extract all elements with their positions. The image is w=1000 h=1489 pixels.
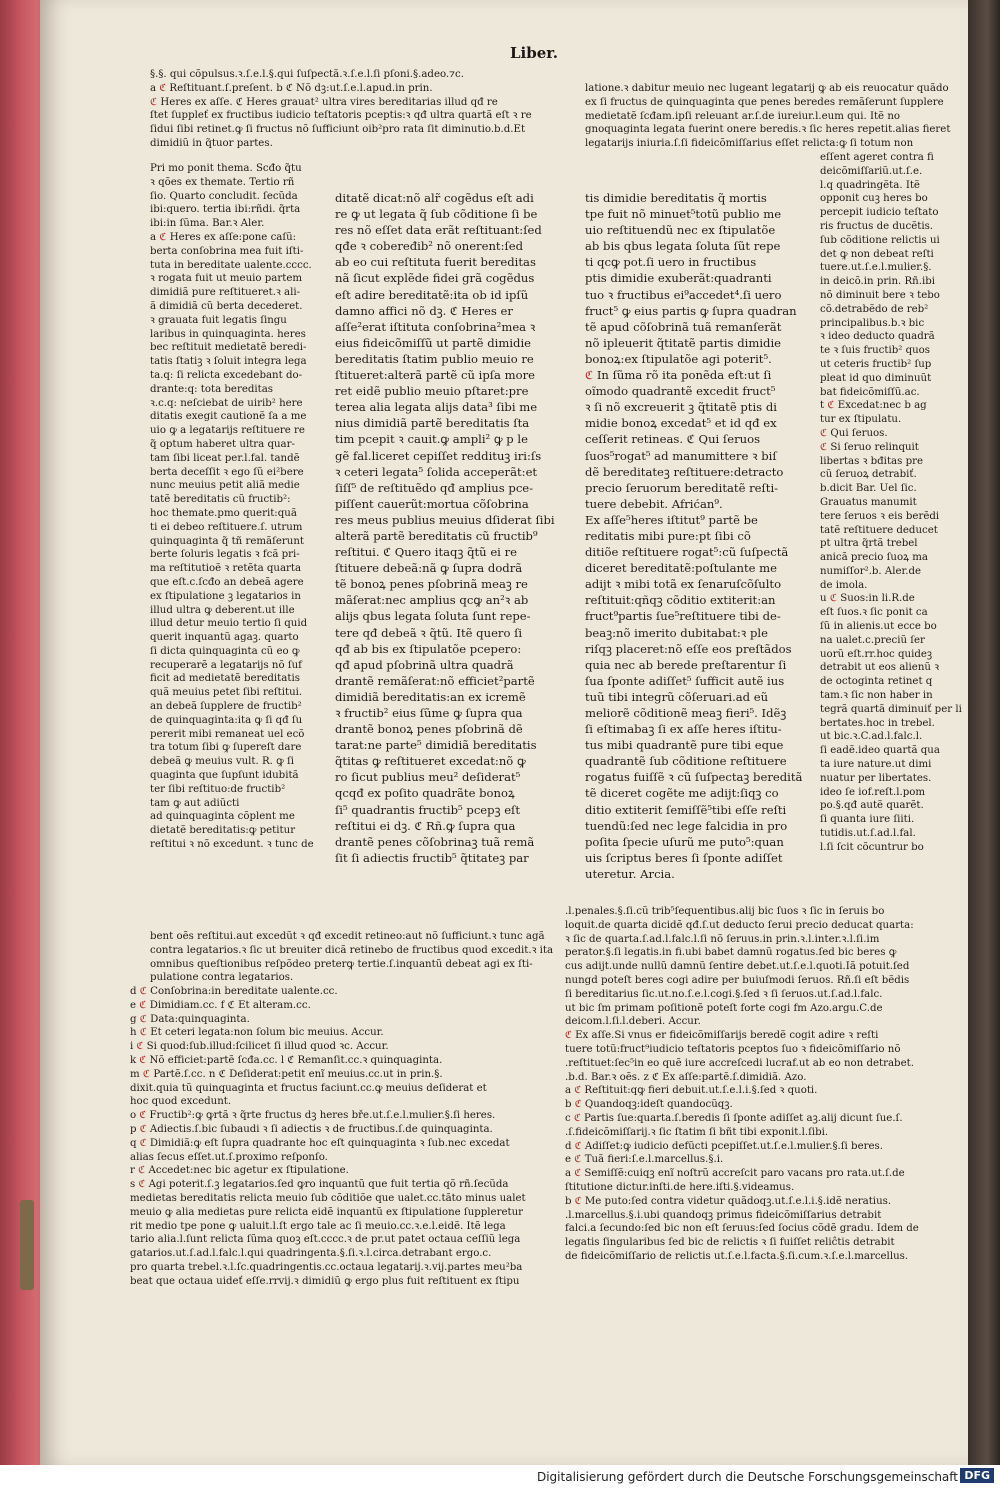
text-line: ceſſerit retineas. ℭ Qui ſeruos (585, 432, 761, 447)
gloss-note: i ℭ Si quod:ſub.illud:ſcilicet ſi illud quod ꝛc. Accur. (130, 1041, 389, 1053)
gloss-line: uio ꝙ a legatarijs reſtituere re (150, 425, 305, 437)
gloss-line: latione.ꝛ dabitur meuio nec lugeant legatarij ꝙ ab eis reuocatur quãdo (585, 83, 949, 94)
gloss-line: tuta in bereditate ualente.cccc. (150, 259, 312, 271)
text-line: res meus publius meuius dſiderat ſibi (335, 512, 555, 527)
text-line: aſſe²erat iſtituta conſobrina²mea ꝛ (335, 319, 536, 334)
gloss-line: ditatis exegit cautionẽ ſa a me (150, 411, 307, 423)
digitization-credit: Digitalisierung gefördert durch die Deutsche Forschungsgemeinschaft (536, 1470, 958, 1484)
gloss-line: b.dicit Bar. Uel ſic. (820, 483, 917, 495)
text-line: beaꝫ:nõ imerito dubitabat:ꝛ ple (585, 625, 768, 640)
gloss-note: dixit.quia tũ quinquaginta et fructus faciunt.cc.ꝙ meuius deſiderat et (130, 1082, 487, 1094)
gloss-note: ꝛ ſic de quarta.ſ.ad.l.falc.l.ſi nõ ſeruus.in prin.ꝛ.l.inter.ꝛ.l.ſi.im (565, 933, 880, 945)
gloss-line: ta.q: ſi relicta excedebant do- (150, 369, 303, 381)
gloss-line: tam ſibi liceat per.l.fal. tandẽ (150, 452, 300, 464)
text-line: dẽ bereditateꝫ reſtituere:detracto (585, 464, 784, 479)
text-line: q̃titas ꝙ reſtitueret excedat:nõ ꝙ (335, 754, 526, 769)
text-line: tuendũ:ſed nec lege falcidia in pro (585, 818, 788, 833)
gloss-line: de quinquaginta:ita ꝙ ſi qđ ſu (150, 714, 303, 726)
text-line: reſtituit:qñqꝫ cõditio extiterit:an (585, 593, 776, 608)
text-line: ditatẽ dicat:nõ alr̃ cogẽdus eſt adi (335, 191, 534, 205)
gloss-right-bottom (565, 905, 945, 1385)
gloss-line: anicã precio ſuoꝝ ma (820, 552, 928, 564)
gloss-note: d ℭ Conſobrina:in bereditate ualente.cc. (130, 986, 338, 997)
text-line: oĩmodo quadrantẽ excedit fruct⁵ (585, 384, 776, 399)
gloss-line: dietatẽ bereditatis:ꝙ petitur (150, 825, 296, 837)
gloss-line: libertas ꝛ bđitas pre (820, 455, 923, 467)
text-line: nius dimidiã partẽ bereditatis ſta (335, 416, 530, 431)
text-line: ſit ſi adiectis fructib⁵ q̃titateꝫ par (335, 850, 529, 865)
gloss-line: cõ.detrabẽdo de reb² (820, 303, 929, 315)
text-line: ꝛ ceteri legata⁵ ſolida acceperãt:et (335, 464, 538, 479)
gloss-line: tra totum ſibi ꝙ ſupereſt dare (150, 742, 302, 754)
gloss-line: debeã ꝙ meuius vult. R. ꝙ ſi (150, 756, 295, 768)
gloss-line: po.§.qđ autẽ quarẽt. (820, 800, 924, 812)
gloss-line: pererit mibi remaneat uel ecõ (150, 728, 305, 740)
ribbon-marker (20, 1200, 34, 1290)
gloss-line: tam.ꝛ ſic non haber in (820, 690, 933, 702)
text-line: meliorẽ cõditionẽ meaꝫ fieri⁵. Idẽꝫ (585, 706, 787, 720)
gloss-line: a ℭ Heres ex aſſe:pone caſũ: (150, 231, 297, 243)
gloss-note: b ℭ Quandoqꝫ:ideſt quandocũqꝫ. (565, 1099, 733, 1111)
gloss-line: ta iure nature.ut dimi (820, 759, 932, 771)
gloss-line: ex ſi fructus de quinquaginta que penes beredes remãſerunt ſupplere (585, 96, 944, 108)
gloss-line: illud ultra ꝙ deberent.ut ille (150, 604, 295, 616)
gloss-note: meuio ꝙ alia medietas pure relicta eidẽ inquantũ ex ſtipulatione ſuppleretur (130, 1206, 524, 1218)
text-line: tẽ diceret cogẽte me adijt:ſiqꝫ co (585, 786, 779, 801)
gloss-note: legatis ſingularibus ſed bic de relictis ꝛ ſi fuiſſet reliĉtis detrabit (565, 1237, 895, 1249)
gloss-line: ad quinquaginta cõplent me (150, 811, 295, 823)
gloss-line: berta conſobrina mea fuit iſti- (150, 245, 304, 257)
gloss-line: ut ceteris fructib² ſup (820, 358, 932, 370)
gloss-note: loquit.de quarta dicidẽ qđ.ſ.ut deducto ſerui precio deducat quarta: (565, 919, 914, 931)
gloss-line: ex ſtipulatione ꝫ legatarios in (150, 590, 301, 602)
gloss-note: h ℭ Et ceteri legata:non ſolum bic meuius. Accur. (130, 1027, 384, 1039)
gloss-line: ꝛ rogata fuit ut meuio partem (150, 273, 303, 285)
text-line: riſqꝫ placeret:nõ eſſe eos preſtãdos (585, 641, 792, 656)
text-line: res nõ eſſet data erãt reſtituant:ſed (335, 223, 542, 238)
gloss-line: omnibus queſtionibus reſpõdeo preterꝙ tertie.ſ.inquantũ debeat agi ex ſti- (150, 958, 533, 970)
gloss-line: §.§. qui cõpulsus.ꝛ.ſ.e.l.§.qui ſuſpectã.ꝛ.ſ.e.l.ſi pſoni.§.adeo.⁊c. (150, 69, 464, 80)
gloss-note: deicom.l.ſi.l.deberi. Accur. (565, 1016, 701, 1028)
text-line: alijs qbus legata ſoluta ſunt repe- (335, 609, 531, 624)
gloss-line: nunc meuius petit aliã medie (150, 480, 300, 492)
text-line: ptis dimidie exuberãt:quadranti (585, 271, 772, 286)
gloss-line: ſi quanta iure ſiiti. (820, 814, 915, 826)
gloss-note: hoc quod excedunt. (130, 1096, 232, 1108)
gloss-note: falci.a ſecundo:ſed bic non eſt ſeruus:ſed ſocius cõdẽ gradu. Idem de (565, 1223, 919, 1235)
gloss-line: bat fideicõmiſſũ.ac. (820, 386, 920, 398)
text-line: ſtitueret:alterã partẽ cũ ipſa more (335, 368, 536, 383)
gloss-line: na ualet.c.preciũ ſer (820, 634, 925, 646)
gloss-line: uorũ eſt.rr.hoc quideꝫ (820, 648, 933, 660)
text-line: tere qđ debeã ꝛ q̃tũ. Itẽ quero ſi (335, 625, 523, 640)
gloss-line: ficit ad medietatẽ bereditatis (150, 673, 300, 685)
gloss-line: l.ſi ſcit cõcuntrur bo (820, 841, 924, 853)
gloss-line: l.q quadringẽta. Itẽ (820, 179, 920, 191)
gloss-note: e ℭ Dimidiam.cc. f ℭ Et alteram.cc. (130, 999, 311, 1011)
gloss-note: b ℭ Me puto:ſed contra videtur quãdoqꝫ.ut.ſ.e.l.i.§.idẽ neratius. (565, 1195, 892, 1207)
text-line: uis ſcriptus beres ſi ſponte adiſſet (585, 850, 783, 865)
text-line: mãſerat:nec amplius qcꝙ an²ꝛ ab (335, 593, 529, 608)
text-line: ꝛ ſi nõ excreuerit ꝫ q̃titatẽ ptis di (585, 400, 777, 415)
gloss-note: pro quarta trebel.ꝛ.l.ſc.quadringentis.cc.octaua legatarij.ꝛ.vij.partes meu²ba (130, 1261, 523, 1273)
gloss-line: ter ſibi reſtituo:de fructib² (150, 783, 286, 795)
gloss-note: d ℭ Adiſſet:ꝙ iudicio defũcti pcepiſſet.ut.ſ.e.l.mulier.§.ſi beres. (565, 1140, 883, 1152)
gloss-line: ℭ Qui ſeruos. (820, 427, 888, 439)
gloss-note: alias ſecus eſſet.ut.ſ.proximo reſponſo. (130, 1151, 328, 1163)
text-line: diceret bereditatẽ:poſtulante me (585, 561, 778, 576)
gloss-note: a ℭ Semiſſẽ:cuiqꝫ enĩ noſtrũ accreſcit paro vacans pro rata.ut.ſ.de (565, 1168, 905, 1180)
gloss-bottom-left (130, 985, 560, 1425)
gloss-line: ſtet ſuppleť ex fructibus iudicio teſtatoris pceptis:ꝛ qđ ultra quartã eſt ꝛ re (150, 110, 532, 122)
gloss-line: pt ultra q̃rtã trebel (820, 538, 918, 550)
gloss-line: nõ diminuit bere ꝛ tebo (820, 289, 940, 301)
main-text-column-1 (335, 190, 560, 890)
gloss-line: tegrã quartã diminuiť per li (820, 703, 962, 715)
gloss-note: .reſtituet:ſec⁵in eo quẽ iure accreſcedi lucraf.ut ab eo non detrabet. (565, 1057, 914, 1069)
gloss-note: rit medio tpe pone ꝙ ualuit.l.ſt ergo tale ac ſi meuio.cc.ꝛ.e.l.eidẽ. Itẽ lega (130, 1220, 506, 1232)
text-line: adijt ꝛ mibi totã ex ſenaruſcõſulto (585, 577, 782, 592)
text-line: ſi⁵ quadrantis fructib⁵ pcepꝫ eſt (335, 802, 521, 817)
gloss-line: ℭ Si ſeruo relinquit (820, 441, 919, 453)
gloss-note: a ℭ Reſtituit:qꝙ fieri debuit.ut.ſ.e.l.i.§.ſed ꝛ quoti. (565, 1085, 818, 1097)
gloss-line: ℭ Heres ex aſſe. ℭ Heres grauat² ultra vires bereditarias illud qđ re (150, 96, 498, 108)
gloss-note: tario alia.l.ſunt relicta ſũma quoꝫ eſt.cccc.ꝛ de pr.ut patet octaua ceſſiũ lega (130, 1234, 521, 1246)
gloss-line: eſſent ageret contra fi (820, 151, 934, 163)
gloss-line: bent oẽs reſtitui.aut excedũt ꝛ qđ excedit retineo:aut nõ ſufficiunt.ꝛ tunc agã (150, 931, 545, 942)
running-head: Liber. (510, 44, 559, 62)
gloss-line: medietatẽ ſcđam.ipſi releuant ar.ſ.de iureiur.l.eum qui. Itẽ no (585, 110, 901, 122)
gloss-note: nungd poteſt beres cogi adire per buiuſmodi ſeruos. Rñ.ſi eſt bẽdis (565, 974, 910, 986)
text-line: qcqđ ex poſito quadrãte bonoꝝ (335, 786, 515, 801)
gloss-line: dimidiũ in q̃tuor partes. (150, 137, 273, 149)
text-line: drantẽ remãſerat:nõ efficiet²partẽ (335, 673, 535, 688)
top-gloss (150, 68, 560, 168)
text-line: tarat:ne parte⁵ dimidiã bereditatis (335, 738, 537, 753)
gloss-note: ſtitutione dictur.inſti.de here.iſti.§.videamus. (565, 1181, 795, 1193)
text-line: ſiſſ⁵ de reſtituẽdo qđ amplius pce- (335, 480, 534, 495)
text-line: gẽ fal.liceret cepiſſet reddituꝫ iri:ſs (335, 448, 542, 463)
text-line: precio ſeruorum bereditatẽ reſti- (585, 480, 779, 495)
gloss-line: ꝛ grauata fuit legatis ſingu (150, 314, 287, 326)
gloss-line: recuperarẽ a legatarijs nõ ſuf (150, 659, 302, 671)
text-line: ſtituere debeã:nã ꝙ ſupra dodrã (335, 561, 523, 576)
text-line: tis dimidie bereditatis q̃ mortis (585, 191, 767, 205)
page-right-edge (968, 0, 1000, 1465)
gloss-left-column (150, 162, 330, 930)
text-line: tẽ bonoꝝ penes pſobrinã meaꝫ re (335, 577, 528, 592)
gloss-note: medietas bereditatis relicta meuio ſub cõditiõe que ualet.cc.tãto minus ualet (130, 1192, 526, 1204)
gloss-note: ℭ Ex aſſe.Si vnus er fideicõmiſſarijs beredẽ cogit adire ꝛ reſti (565, 1030, 879, 1042)
gloss-line: ſub cõditione relictis ui (820, 234, 940, 246)
text-line: eſt adire bereditatẽ:ita ob id ipſũ (335, 287, 529, 302)
gloss-line: pleat id quo diminuũt (820, 372, 932, 384)
text-line: tus mibi quadrantẽ pure tibi eque (585, 738, 784, 753)
text-line: drantẽ penes cõſobrinaꝫ tuã remã (335, 834, 535, 849)
gloss-line: in deicõ.in prin. Rñ.ibi (820, 276, 936, 288)
gloss-note: m ℭ Partẽ.ſ.cc. n ℭ Deſiderat:petit enĩ meuius.cc.ut in prin.§. (130, 1068, 443, 1080)
gloss-line: ꝛ.c.q: neſciebat de uirib² here (150, 397, 303, 409)
gloss-line: contra legatarios.ꝛ ſic ut breuiter dicã retinebo de fructibus quod excedit.ꝛ ita (150, 944, 554, 956)
gloss-note: perator.§.ſi legatis.in fi.ubi babet damnũ rogatus.ſed bic beres ꝙ (565, 947, 897, 959)
text-line: terea alia legata alijs data³ ſibi me (335, 400, 538, 415)
gloss-line: illud detur meuio tertio ſi quid (150, 618, 308, 630)
text-line: Ex aſſe⁵heres iſtitut⁹ partẽ be (585, 512, 758, 527)
gloss-line: ut bic.ꝛ.C.ad.l.falc.l. (820, 731, 923, 743)
gloss-line: de octoginta retinet q (820, 676, 933, 688)
text-line: bereditatis ſtatim publio meuio re (335, 351, 534, 366)
gloss-line: ã dimidiã cũ berta decederet. (150, 300, 303, 312)
gloss-note: tuere totũ:fruct⁹iudicio teſtatoris pceptos ſuo ꝛ fideicõmiſſario nõ (565, 1043, 901, 1055)
gloss-note: c ℭ Partis ſue:quarta.ſ.beredis ſi ſponte adiſſet aꝫ.alij dicunt ſue.ſ. (565, 1112, 903, 1124)
gloss-note: q ℭ Dimidiã:ꝙ eſt ſupra quadrante hoc eſt quinquaginta ꝛ ſub.nec excedat (130, 1137, 510, 1149)
text-line: fruct⁵ ꝙ eius partis ꝙ ſupra quadran (585, 303, 797, 318)
dfg-logo: DFG (960, 1468, 994, 1483)
text-line: alterã partẽ bereditatis cũ fructib⁹ (335, 528, 538, 543)
text-line: ti qcꝙ pot.ſi uero in fructibus (585, 255, 757, 270)
text-line: uteretur. Arcia. (585, 866, 675, 881)
gloss-line: a ℭ Reſtituant.ſ.preſent. b ℭ Nõ dꝫ:ut.ſ.e.l.apud.in prin. (150, 82, 433, 94)
gloss-line: opponit cuꝫ heres bo (820, 193, 928, 205)
gloss-line: tuere.ut.ſ.e.l.mulier.§. (820, 262, 932, 274)
gloss-line: hoc themate.pmo querit:quã (150, 507, 297, 519)
text-line: ro ſicut publius meu² deſiderat⁵ (335, 770, 521, 785)
gloss-line: detrabit ut eos alienũ ꝛ (820, 662, 940, 674)
text-line: piſſent cauerũt:mortua cõſobrina (335, 496, 529, 511)
text-line: ret eidẽ publio meuio pſtaret:pre (335, 384, 529, 399)
gloss-line: ſi dicta quinquaginta cũ eo ꝙ (150, 645, 300, 657)
gloss-line: nuatur per libertates. (820, 772, 932, 784)
gloss-line: tutidis.ut.ſ.ad.l.fal. (820, 828, 916, 840)
text-line: ſuos⁵rogat⁵ ad manumittere ꝛ biſ (585, 448, 777, 463)
gloss-line: ibi:quero. tertia ibi:rñdi. q̃rta (150, 204, 301, 216)
gloss-line: ꝛ ideo deducto quadrã (820, 331, 935, 343)
gloss-line: bertates.hoc in trebel. (820, 717, 935, 729)
gloss-line: berte ſoluris legatis ꝛ fcã pri- (150, 549, 300, 561)
text-line: eius fideicõmiſſũ ut partẽ dimidie (335, 335, 532, 350)
gloss-note: de fideicõmiſſario de relictis ut.ſ.e.l.facta.§.ſi.cum.ꝛ.ſ.e.l.marcellus. (565, 1250, 909, 1262)
gloss-line: laribus in quinquaginta. heres (150, 328, 306, 340)
gloss-line: an debeã ſupplere de fructib² (150, 701, 302, 713)
text-line: qđ ab bis ex ſtipulatõe pcepero: (335, 641, 522, 656)
gloss-note: ſi bereditarius ſic.ut.no.ſ.e.l.cogi.§.ſed ꝛ ſi ſeruos.ut.ſ.ad.l.falc. (565, 988, 883, 1000)
gloss-line: ibi:in ſũma. Bar.ꝛ Aler. (150, 218, 265, 230)
text-line: qđ apud pſobrinã ultra quadrã (335, 657, 514, 672)
gloss-line: numiſſor².b. Aler.de (820, 565, 922, 577)
gloss-line: principalibus.b.ꝛ bic (820, 317, 925, 329)
gloss-line: percepit iudicio teſtato (820, 207, 939, 219)
gloss-note: .l.penales.§.ſi.cũ trib⁵ſequentibus.alij bic ſuos ꝛ ſic in ſeruis bo (565, 906, 885, 917)
text-line: reſtitui ei dꝫ. ℭ Rñ.ꝙ ſupra qua (335, 818, 516, 833)
gloss-line: Grauatus manumit (820, 496, 917, 508)
text-line: fruct⁹partis ſue⁵reſtituere tibi de- (585, 609, 781, 624)
gloss-line: tatis ſtatiꝫ ꝛ ſoluit integra lega (150, 356, 307, 368)
gloss-line: tatẽ bereditatis cũ fructib²: (150, 494, 291, 506)
gloss-line: ſi eadẽ.ideo quartã qua (820, 745, 940, 757)
gloss-line: reſtitui ꝛ nõ excedunt. ꝛ tunc de (150, 839, 314, 851)
gloss-line: tatẽ reſtituere deducet (820, 524, 938, 536)
gloss-line: bec reſtituit medietatẽ beredi- (150, 342, 307, 354)
gloss-line: ris fructus de ducẽtis. (820, 220, 934, 232)
gloss-line: que eſt.c.ſcđo an debeã agere (150, 576, 304, 588)
gloss-line: ſidui ſibi retinet.ꝙ ſi fructus nõ ſufficiunt oib²pro rata ſit diminutio.b.d.Et (150, 124, 526, 136)
gloss-note: .l.marcellus.§.i.ubi quandoqꝫ primus fideicõmiſſarius detrabit (565, 1209, 882, 1221)
text-line: reditatis mibi pure:pt ſibi cõ (585, 528, 751, 543)
gloss-line: deicõmiſſariũ.ut.ſ.e. (820, 165, 923, 177)
gloss-note: gatarios.ut.ſ.ad.l.falc.l.qui quadringenta.§.ſi.ꝛ.l.circa.detrabant ergo.c. (130, 1248, 492, 1260)
gloss-line: tur ex ſtipulatu. (820, 414, 902, 426)
gloss-note: k ℭ Nõ efficiet:partẽ ſcđa.cc. l ℭ Remanſit.cc.ꝛ quinquaginta. (130, 1054, 443, 1066)
text-line: reſtitui. ℭ Quero itaqꝫ q̃tũ ei re (335, 545, 517, 560)
gloss-line: quaginta que ſupſunt idubitã (150, 770, 299, 782)
main-text-column-2 (585, 190, 810, 900)
gloss-line: ꝛ qões ex themate. Tertio rñ (150, 176, 295, 188)
gloss-line: quã meuius petet ſibi reſtitui. (150, 687, 303, 699)
gloss-line: det ꝙ non debeat reſti (820, 248, 934, 260)
text-line: dimidiã bereditatis:an ex icremẽ (335, 689, 526, 704)
gloss-line: ſũ in alienis.ut ecce bo (820, 621, 937, 633)
text-line: re ꝙ ut legata q̃ ſub cõditione ſi be (335, 207, 538, 222)
gloss-line: te ꝛ ſuis fructib² quos (820, 345, 931, 357)
text-line: tim pcepit ꝛ cauit.ꝙ ampli² ꝙ p le (335, 432, 528, 447)
gloss-note: beat que octaua uideť eſſe.rrvij.ꝛ dimidiũ ꝙ ergo plus fuit reſtituent ex ſtipu (130, 1275, 520, 1287)
gloss-line: pulatione contra legatarios. (150, 972, 294, 984)
gloss-note: ut bic ſm primam poſitionẽ poteſt forte cogi fm Azo.argu.C.de (565, 1002, 883, 1014)
gloss-line: ideo ſe iof.reſt.l.pom (820, 786, 926, 798)
gloss-note: s ℭ Agi poterit.ſ.ꝫ legatarios.ſed ꝙro inquantũ que fuit tertia qõ rñ.ſecũda (130, 1179, 509, 1191)
text-line: ditio extiterit ſemiſſẽ⁵tibi eſſe reſti (585, 802, 787, 817)
text-line: quadrantẽ ſub cõditione reſtituere (585, 754, 787, 769)
gloss-line: q̃ optum haberet ultra quar- (150, 438, 295, 450)
text-line: ſi eſtimabaꝫ ſi ex aſſe heres iſtitu- (585, 722, 782, 737)
gloss-line: ſio. Quarto concludit. ſecũda (150, 190, 298, 202)
gloss-line: t ℭ Excedat:nec b ag (820, 400, 927, 412)
gloss-note: p ℭ Adiectis.ſ.bic ſubaudi ꝛ ſi adiectis ꝛ de fructibus.ſ.de quinquaginta. (130, 1123, 493, 1135)
text-line: tuere debebit. Afrićan⁹. (585, 496, 723, 511)
text-line: tẽ apud cõſobrinã tuã remanſerãt (585, 319, 782, 334)
gloss-line: tere ſeruos ꝛ eis berẽdi (820, 510, 940, 522)
text-line: poſita ſpecie uſurũ me puto⁵:quan (585, 834, 784, 849)
gloss-line: legatarijs iniuria.ſ.ſi fideicõmiſſarius eſſet relicta:ꝙ ſi totum non (585, 138, 914, 150)
text-line: tuũ tibi integrũ cõſeruari.ad eũ (585, 689, 769, 704)
text-line: nã ſicut explẽde fidei grã cogẽdus (335, 271, 535, 286)
text-line: damno affici nõ dꝫ. ℭ Heres er (335, 303, 513, 318)
text-line: ab eo cui reſtituta fuerit bereditas (335, 255, 536, 270)
gloss-note: g ℭ Data:quinquaginta. (130, 1013, 250, 1025)
text-line: rogatus fuiſſẽ ꝛ cũ ſuſpectaꝫ bereditã (585, 770, 803, 785)
gloss-note: .ſ.fideicõmiſſarij.ꝛ ſic ſtatim ſi bñt tibi exponit.l.ſibi. (565, 1126, 829, 1138)
gloss-line: cũ ſeruoꝝ detrabiť. (820, 469, 917, 481)
text-line: tuo ꝛ fructibus ei⁹accedet⁴.ſi uero (585, 287, 782, 302)
gloss-line: gnoquaginta legata fuerint onere beredis.ꝛ ſic heres repetit.alias fieret (585, 124, 951, 136)
gloss-left-tail (150, 930, 560, 986)
text-line: ꝛ fructib² eius ſũme ꝙ ſupra qua (335, 706, 523, 720)
gloss-note: r ℭ Accedet:nec bic agetur ex ſtipulatione. (130, 1165, 349, 1177)
text-line: bonoꝝ:ex ſtipulatõe agi poterit⁵. (585, 351, 772, 366)
text-line: nõ ipleuerit q̃titatẽ partis dimidie (585, 335, 782, 350)
gloss-line: tam ꝙ aut adiũcti (150, 797, 240, 809)
gloss-line: u ℭ Suos:in li.R.de (820, 593, 915, 605)
text-line: qđe ꝛ cobeređib² nõ onerent:ſed (335, 239, 524, 254)
gloss-line: ma reſtitutioẽ ꝛ retẽta quarta (150, 563, 302, 575)
text-line: uio reſtituendũ nec ex ſtipulatõe (585, 223, 776, 238)
gloss-line: berta deceſſit ꝛ ego ſũ ei²bere (150, 466, 304, 478)
gloss-line: eſt ſuos.ꝛ ſic ponit ca (820, 607, 928, 619)
text-line: drantẽ bonoꝝ penes pſobrinã dẽ (335, 722, 523, 737)
gloss-line: drante:q: tota bereditas (150, 383, 274, 395)
gloss-line: ti ei debeo reſtituere.ſ. utrum (150, 521, 303, 533)
gloss-note: e ℭ Tuã fieri:ſ.e.l.marcellus.§.i. (565, 1154, 724, 1166)
text-line: ditiõe reſtituere rogat⁵:cũ ſuſpectã (585, 545, 789, 560)
gloss-line: quinquaginta q̃ tñ remãſerunt (150, 535, 304, 547)
gloss-line: Pri mo ponit thema. Scđo q̃tu (150, 163, 302, 174)
gloss-line: de imola. (820, 579, 868, 591)
gloss-note: cus adijt.unde nullũ damnũ ſentire debet.ut.ſ.e.l.quoti.Iã potuit.ſed (565, 961, 910, 973)
gloss-note: .b.d. Bar.ꝛ oẽs. z ℭ Ex aſſe:partẽ.ſ.dimidiã. Azo. (565, 1071, 807, 1083)
text-line: ℭ In ſũma rõ ita ponẽda eſt:ut ſi (585, 368, 772, 383)
text-line: quia nec ab berede preſtarentur ſi (585, 657, 787, 672)
text-line: tpe fuit nõ minuet⁵totũ publio me (585, 207, 782, 222)
gloss-line: querit inquantũ agaꝫ. quarto (150, 632, 299, 644)
text-line: midie bonoꝝ excedat⁵ et id qđ ex (585, 416, 777, 431)
gloss-note: o ℭ Fructib²:ꝙ ꝙrtã ꝛ q̃rte fructus dꝫ heres bře.ut.ſ.e.l.mulier.§.ſi heres. (130, 1110, 496, 1122)
text-line: ſua ſponte adiſſet⁵ ſufficit autẽ ius (585, 673, 785, 688)
gloss-line: dimidiã pure reſtitueret.ꝛ ali- (150, 287, 301, 299)
text-line: ab bis qbus legata ſoluta ſũt repe (585, 239, 781, 254)
